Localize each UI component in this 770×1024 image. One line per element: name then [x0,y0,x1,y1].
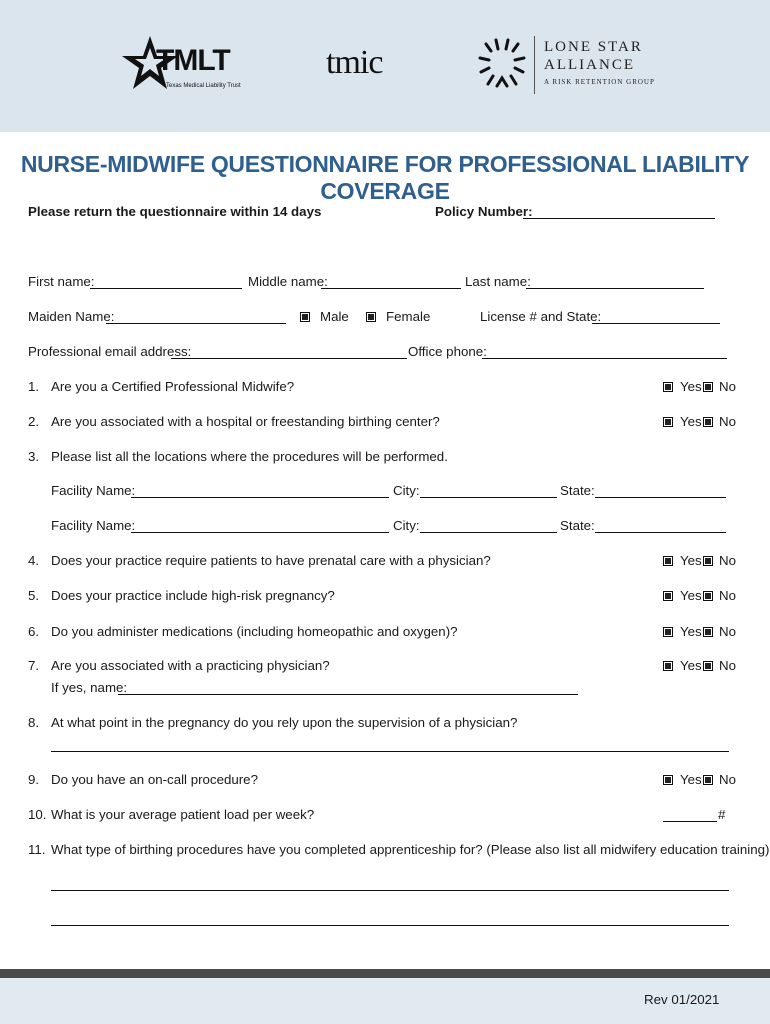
no-label: No [719,553,736,568]
yes-label: Yes [680,658,702,673]
question-number: 5. [28,588,40,603]
q9-yes-checkbox[interactable] [663,775,673,785]
state-label: State: [560,483,595,498]
revision-label: Rev 01/2021 [644,992,720,1007]
return-note: Please return the questionnaire within 14 days [28,204,322,219]
city-label: City: [393,483,420,498]
no-label: No [719,588,736,603]
question-number: 9. [28,772,40,787]
last-name-label: Last name: [465,274,531,289]
q6-yes-checkbox[interactable] [663,627,673,637]
license-field[interactable] [592,323,720,324]
city-field[interactable] [420,532,557,533]
footer-bar [0,969,770,978]
license-label: License # and State: [480,309,602,324]
facility-name-label: Facility Name: [51,518,136,533]
form-title: NURSE-MIDWIFE QUESTIONNAIRE FOR PROFESSIONAL LIABILITY COVERAGE [20,151,750,204]
question-number: 6. [28,624,40,639]
yes-label: Yes [680,772,702,787]
logo-divider [534,36,535,94]
lone-star-mark-icon [478,38,526,95]
q1-yes-checkbox[interactable] [663,382,673,392]
supervision-answer-field[interactable] [51,751,729,752]
patient-load-field[interactable] [663,821,717,822]
apprenticeship-answer-field[interactable] [51,890,729,891]
facility-name-field[interactable] [131,497,389,498]
question-text: Do you administer medications (including homeopathic and oxygen)? [51,624,458,639]
q2-no-checkbox[interactable] [703,417,713,427]
question-number: 8. [28,715,40,730]
tmlt-logo [120,34,260,96]
question-text: Please list all the locations where the procedures will be performed. [51,449,448,464]
question-text: Do you have an on-call procedure? [51,772,258,787]
email-field[interactable] [171,358,407,359]
question-text: Does your practice include high-risk pregnancy? [51,588,335,603]
policy-number-label: Policy Number: [435,204,533,219]
q4-no-checkbox[interactable] [703,556,713,566]
no-label: No [719,379,736,394]
maiden-name-label: Maiden Name: [28,309,115,324]
city-label: City: [393,518,420,533]
office-phone-field[interactable] [482,358,727,359]
yes-label: Yes [680,379,702,394]
question-text: Are you a Certified Professional Midwife? [51,379,295,394]
question-number: 2. [28,414,40,429]
question-number: 10. [28,807,47,822]
no-label: No [719,658,736,673]
yes-label: Yes [680,414,702,429]
question-number: 4. [28,553,40,568]
middle-name-field[interactable] [321,288,461,289]
tmlt-tagline: Texas Medical Liability Trust [166,83,241,89]
lsa-line1: LONE STAR [544,39,643,55]
patient-load-suffix: # [718,807,726,822]
physician-name-field[interactable] [118,694,578,695]
first-name-field[interactable] [90,288,242,289]
lsa-line2: ALLIANCE [544,57,635,73]
yes-label: Yes [680,624,702,639]
policy-number-field[interactable] [523,218,715,219]
facility-name-field[interactable] [131,532,389,533]
q7-no-checkbox[interactable] [703,661,713,671]
question-text: What type of birthing procedures have you completed apprenticeship for? (Please also list all midwifery education training) [51,842,770,857]
q5-yes-checkbox[interactable] [663,591,673,601]
question-number: 11. [28,842,46,857]
question-text: Are you associated with a practicing physician? [51,658,330,673]
question-text: Are you associated with a hospital or freestanding birthing center? [51,414,440,429]
facility-name-label: Facility Name: [51,483,136,498]
city-field[interactable] [420,497,557,498]
q7-yes-checkbox[interactable] [663,661,673,671]
tmic-logo: tmic [326,44,383,81]
q1-no-checkbox[interactable] [703,382,713,392]
office-phone-label: Office phone: [408,344,487,359]
female-label: Female [386,309,431,324]
q4-yes-checkbox[interactable] [663,556,673,566]
lone-star-alliance-logo [544,38,655,86]
first-name-label: First name: [28,274,95,289]
lsa-line3: A RISK RETENTION GROUP [544,78,655,86]
maiden-name-field[interactable] [106,323,286,324]
no-label: No [719,414,736,429]
q5-no-checkbox[interactable] [703,591,713,601]
tmlt-wordmark: TMLT [156,44,230,77]
question-text: What is your average patient load per week? [51,807,315,822]
no-label: No [719,772,736,787]
question-number: 3. [28,449,40,464]
yes-label: Yes [680,588,702,603]
female-checkbox[interactable] [366,312,376,322]
question-text: Does your practice require patients to have prenatal care with a physician? [51,553,491,568]
q9-no-checkbox[interactable] [703,775,713,785]
if-yes-name-label: If yes, name: [51,680,128,695]
q2-yes-checkbox[interactable] [663,417,673,427]
apprenticeship-answer-field[interactable] [51,925,729,926]
state-field[interactable] [595,532,726,533]
state-field[interactable] [595,497,726,498]
male-checkbox[interactable] [300,312,310,322]
email-label: Professional email address: [28,344,192,359]
no-label: No [719,624,736,639]
yes-label: Yes [680,553,702,568]
question-text: At what point in the pregnancy do you rely upon the supervision of a physician? [51,715,518,730]
question-number: 7. [28,658,40,673]
last-name-field[interactable] [526,288,704,289]
question-number: 1. [28,379,40,394]
q6-no-checkbox[interactable] [703,627,713,637]
male-label: Male [320,309,349,324]
state-label: State: [560,518,595,533]
middle-name-label: Middle name: [248,274,328,289]
